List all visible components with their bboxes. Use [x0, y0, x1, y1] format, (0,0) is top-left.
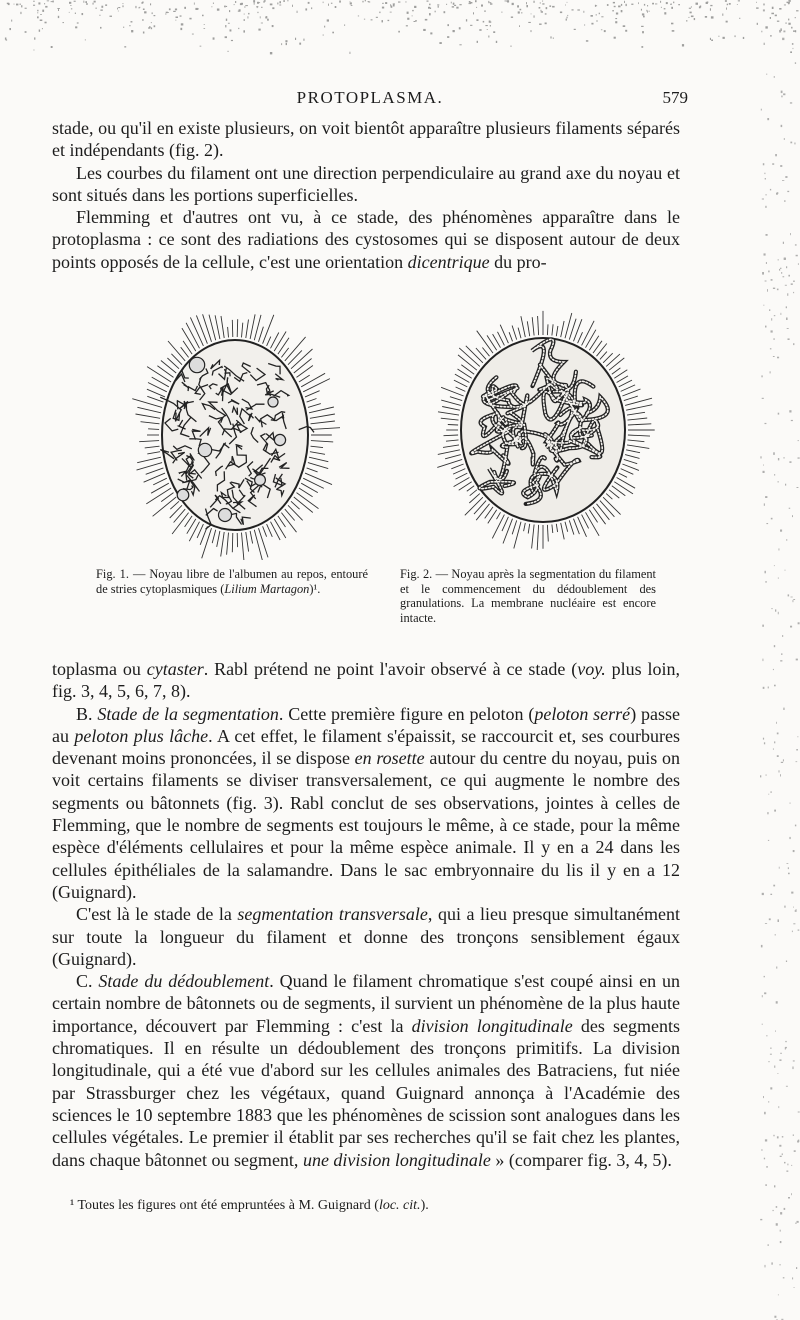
page-number: 579	[662, 88, 688, 107]
scan-noise-top	[0, 0, 800, 60]
running-header	[52, 88, 688, 114]
text-top	[52, 117, 680, 273]
scan-noise-right	[740, 0, 800, 1320]
paragraph: C. Stade du dédoublement. Quand le filament chromatique s'est coupé ainsi en un certain nombre de bâtonnets ou de segments, il survient un phénomène de la plus haute importance, découvert par Flemming : c'est la division longitudinale des segments chromatiques. Il en résulte un dédoublement des tronçons primitifs. La division longitudinale, qui a été vue d'abord sur les cellules animales des Batraciens, fut niée par Strassburger chez les végétaux, quand Guignard annonça à l'Académie des sciences le 10 septembre 1883 que les phénomènes de scission sont analogues dans les cellules végétales. Le premier il établit par ses recherches qu'il se fait chez les plantes, dans chaque bâtonnet ou segment, une division longitudinale » (comparer fig. 3, 4, 5).	[52, 971, 681, 1170]
paragraph: stade, ou qu'il en existe plusieurs, on voit bientôt apparaître plusieurs filaments séparés et indépendants (fig. 2).	[52, 118, 680, 161]
paragraph: Les courbes du filament ont une direction perpendiculaire au grand axe du noyau et sont situés dans les portions superficielles.	[52, 162, 680, 205]
figure-1-caption: Fig. 1. — Noyau libre de l'albumen au repos, entouré de stries cytoplasmiques (Lilium Martagon)¹.	[96, 567, 368, 596]
paragraph: Flemming et d'autres ont vu, à ce stade, des phénomènes apparaître dans le protoplasma : ce sont des radiations des cystosomes qui se disposent autour de deux points opposés de la cellule, c'est une orientation dicentrique du pro-	[52, 207, 680, 272]
paragraph: toplasma ou cytaster. Rabl prétend ne point l'avoir observé à ce stade (voy. plus loin, fig. 3, 4, 5, 6, 7, 8).	[52, 659, 680, 702]
running-title: PROTOPLASMA.	[296, 88, 444, 107]
text-bottom	[52, 658, 680, 1171]
paragraph: C'est là le stade de la segmentation transversale, qui a lieu presque simultanément sur toute la longueur du filament et donne des tronçons sensiblement égaux (Guignard).	[52, 904, 680, 969]
paragraph: B. Stade de la segmentation. Cette première figure en peloton (peloton serré) passe au peloton plus lâche. A cet effet, le filament s'épaissit, se raccourcit et, ses courbures devenant moins prononcées, il se dispose en rosette autour du centre du noyau, puis on voit certains filaments se diviser transversalement, ce qui augmente le nombre des segments ou bâtonnets (fig. 3). Rabl conclut de ses observations, jointes à celles de Flemming, que le nombre de segments est toujours le même, à ce stade, pour la même espèce d'éléments cellulaires et pour la même espèce animale. Il y en a 24 dans les cellules épithéliales de la salamandre. Dans le sac embryonnaire du lis il y en a 12 (Guignard).	[52, 703, 681, 902]
figure-1-illustration	[105, 290, 365, 560]
figure-2-illustration	[418, 302, 668, 552]
figure-2-caption: Fig. 2. — Noyau après la segmentation du filament et le commencement du dédoublement des granulations. La membrane nucléaire est encore intacte.	[400, 567, 656, 625]
footnote: ¹ Toutes les figures ont été empruntées à M. Guignard (loc. cit.).	[70, 1198, 429, 1213]
